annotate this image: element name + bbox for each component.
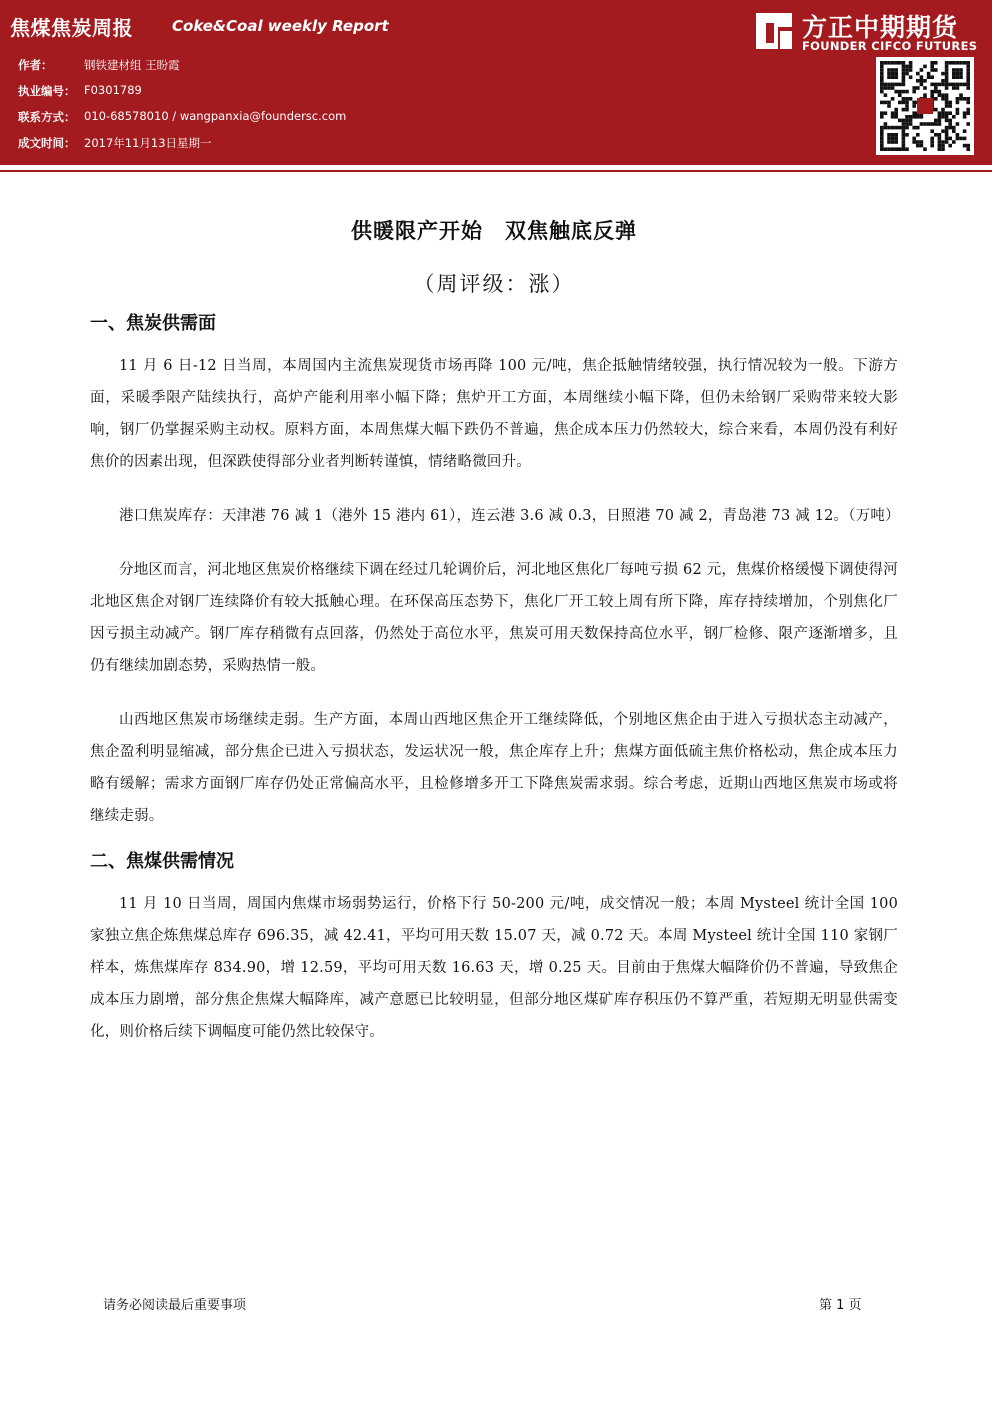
weekly-rating: （周评级：涨） bbox=[413, 272, 575, 296]
meta-key: 执业编号： bbox=[18, 84, 76, 98]
meta-key: 联系方式： bbox=[18, 110, 76, 124]
author-meta bbox=[18, 57, 346, 161]
report-title: 焦煤焦炭周报 bbox=[10, 16, 133, 40]
section-heading-coke: 一、焦炭供需面 bbox=[90, 313, 216, 334]
paragraph: 分地区而言，河北地区焦炭价格继续下调在经过几轮调价后，河北地区焦化厂每吨亏损 62 元，焦煤价格缓慢下调使得河北地区焦企对钢厂连续降价有较大抵触心理。在环保高压态势下，焦化厂开工较上周有所下降，库存持续增加，个别焦化厂因亏损主动减产。钢厂库存稍微有点回落，仍然处于高位水平，焦炭可用天数保持高位水平，钢厂检修、限产逐渐增多，且仍有继续加剧态势，采购热情一般。 bbox=[90, 562, 898, 674]
meta-key: 作者： bbox=[18, 58, 53, 72]
footer-notice: 请务必阅读最后重要事项 bbox=[103, 1298, 247, 1313]
paragraph: 山西地区焦炭市场继续走弱。生产方面，本周山西地区焦企开工继续降低，个别地区焦企由于进入亏损状态主动减产，焦企盈利明显缩减，部分焦企已进入亏损状态，发运状况一般，焦企库存上升；焦煤方面低硫主焦价格松动，焦企成本压力略有缓解；需求方面钢厂库存仍处正常偏高水平，且检修增多开工下降焦炭需求弱。综合考虑，近期山西地区焦炭市场或将继续走弱。 bbox=[90, 712, 898, 824]
logo-text-en: FOUNDER CIFCO FUTURES bbox=[802, 39, 978, 53]
meta-author bbox=[18, 57, 346, 83]
document-title: 供暖限产开始 双焦触底反弹 bbox=[351, 219, 637, 243]
paragraph: 11 月 6 日-12 日当周，本周国内主流焦炭现货市场再降 100 元/吨，焦企抵触情绪较强，执行情况较为一般。下游方面，采暖季限产陆续执行，高炉产能利用率小幅下降；焦炉开工方面，本周继续小幅下降，但仍未给钢厂采购带来较大影响，钢厂仍掌握采购主动权。原料方面，本周焦煤大幅下跌仍不普遍，焦企成本压力仍然较大，综合来看，本周仍没有利好焦价的因素出现，但深跌使得部分业者判断转谨慎，情绪略微回升。 bbox=[90, 358, 898, 470]
header-divider bbox=[0, 170, 992, 172]
report-subtitle: Coke&Coal weekly Report bbox=[172, 17, 389, 35]
meta-value: F0301789 bbox=[84, 83, 142, 97]
company-logo bbox=[752, 6, 982, 56]
paragraph: 11 月 10 日当周，周国内焦煤市场弱势运行，价格下行 50-200 元/吨，成交情况一般；本周 Mysteel 统计全国 100 家独立焦企炼焦煤总库存 696.35，减 42.41，平均可用天数 15.07 天，减 0.72 天。本周 Mysteel 统计全国 110 家钢厂样本，炼焦煤库存 834.90，增 12.59，平均可用天数 16.63 天，增 0.25 天。目前由于焦煤大幅降价仍不普遍，导致焦企成本压力剧增，部分焦企焦煤大幅降库，减产意愿已比较明显，但部分地区煤矿库存积压仍不算严重，若短期无明显供需变化，则价格后续下调幅度可能仍然比较保守。 bbox=[90, 896, 898, 1040]
meta-license bbox=[18, 83, 346, 109]
meta-date bbox=[18, 135, 346, 161]
report-header bbox=[0, 0, 992, 165]
section-heading-coking-coal: 二、焦煤供需情况 bbox=[90, 851, 234, 872]
report-body bbox=[90, 212, 898, 1048]
meta-value: 2017年11月13日星期一 bbox=[84, 136, 212, 150]
meta-value: 010-68578010 / wangpanxia@foundersc.com bbox=[84, 109, 347, 123]
meta-value: 钢铁建材组 王盼霞 bbox=[84, 58, 180, 72]
qr-code-icon bbox=[876, 57, 974, 155]
logo-text-cn: 方正中期期货 bbox=[802, 13, 959, 42]
page-number: 第 1 页 bbox=[819, 1298, 862, 1313]
logo-mark-icon bbox=[752, 9, 796, 53]
meta-contact bbox=[18, 109, 346, 135]
meta-key: 成文时间： bbox=[18, 136, 76, 150]
paragraph: 港口焦炭库存：天津港 76 减 1（港外 15 港内 61），连云港 3.6 减 0.3，日照港 70 减 2，青岛港 73 减 12。（万吨） bbox=[119, 508, 900, 524]
